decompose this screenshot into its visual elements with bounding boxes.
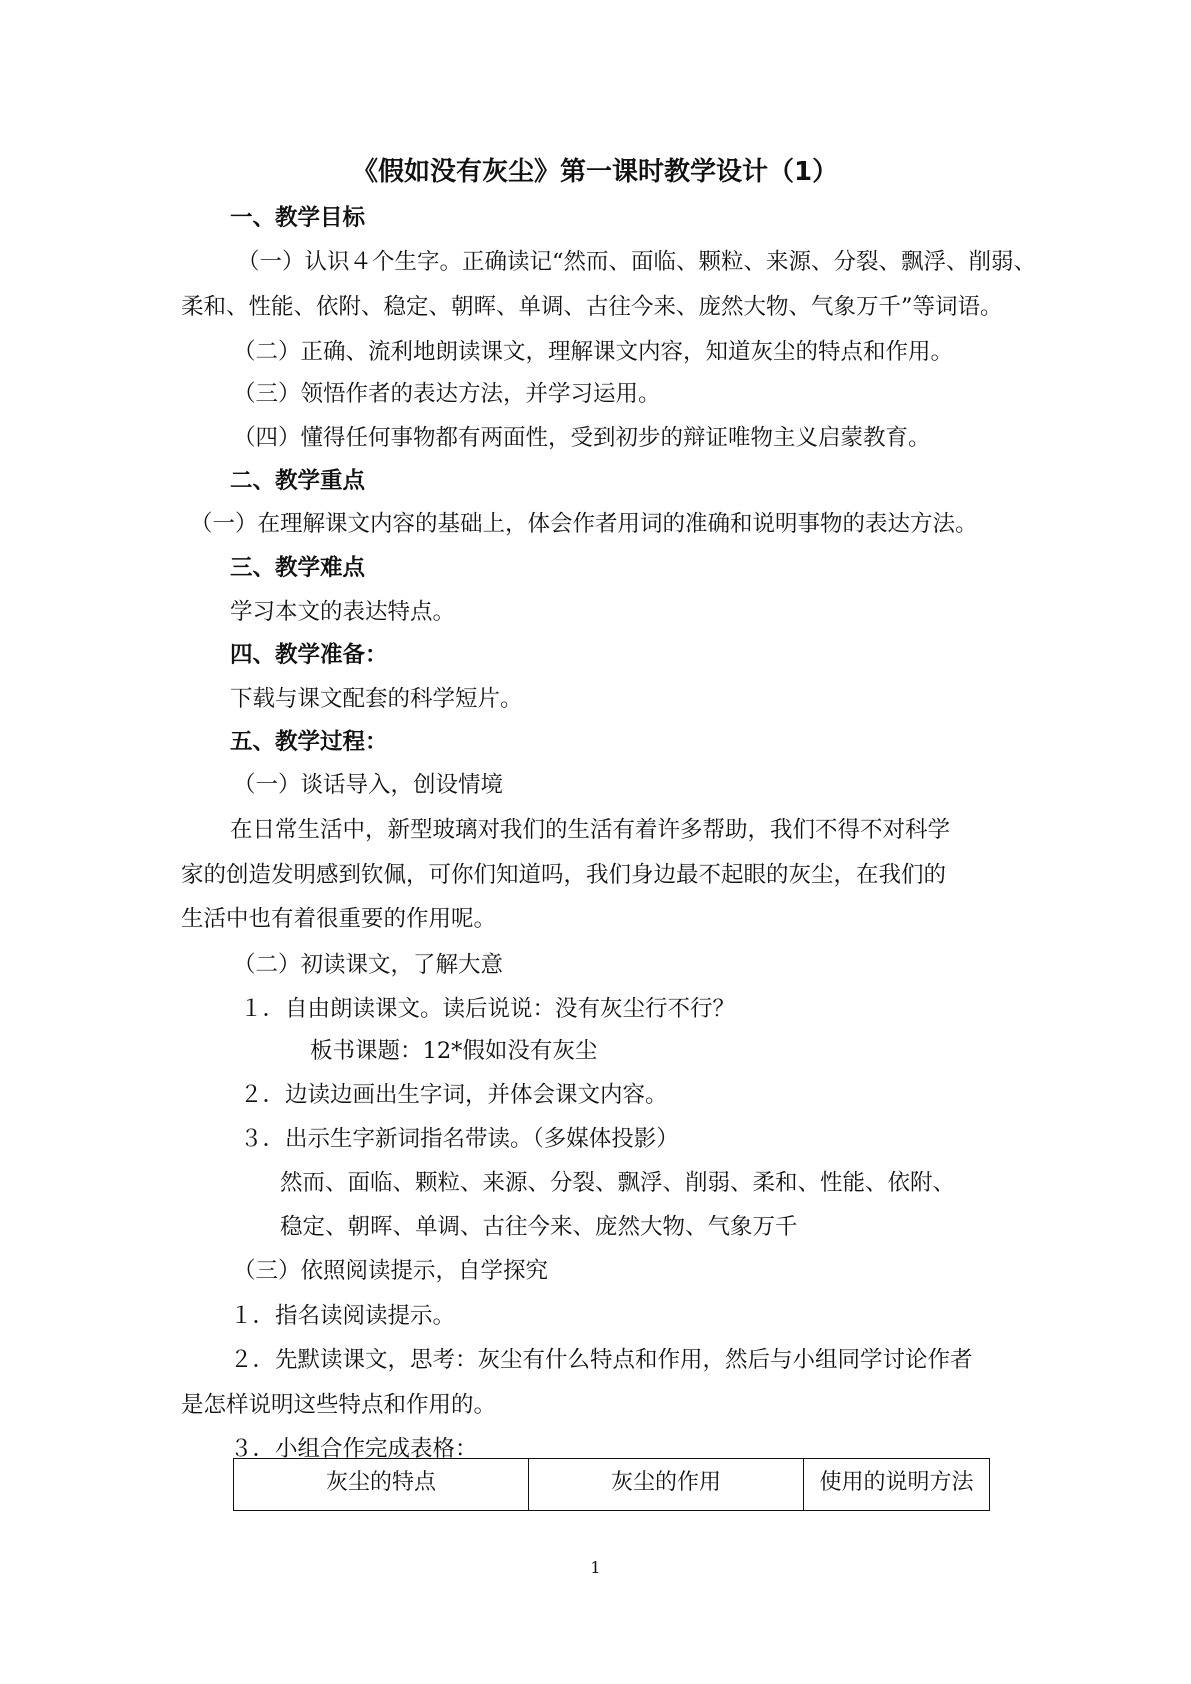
key-point-1: （一）在理解课文内容的基础上，体会作者用词的准确和说明事物的表达方法。: [190, 511, 978, 537]
step-2-title: （二）初读课文，了解大意: [233, 952, 504, 978]
goal-3: （三）领悟作者的表达方法，并学习运用。: [233, 381, 661, 407]
step-3-item-2-line-1: ２．先默读课文，思考：灰尘有什么特点和作用，然后与小组同学讨论作者: [230, 1347, 973, 1373]
document-title: 《假如没有灰尘》第一课时教学设计（1）: [352, 157, 839, 187]
goal-4: （四）懂得任何事物都有两面性，受到初步的辩证唯物主义启蒙教育。: [233, 425, 931, 451]
step-1-paragraph-line-3: 生活中也有着很重要的作用呢。: [181, 906, 497, 932]
step-3-item-2-line-2: 是怎样说明这些特点和作用的。: [181, 1392, 497, 1418]
table-header-row: [234, 1459, 990, 1511]
table-header-cell: 灰尘的作用: [529, 1459, 804, 1511]
step-1-paragraph-line-1: 在日常生活中，新型玻璃对我们的生活有着许多帮助，我们不得不对科学: [230, 817, 951, 843]
key-points-heading: 二、教学重点: [230, 468, 366, 494]
worksheet-table: [233, 1458, 990, 1511]
preparation-heading: 四、教学准备：: [230, 642, 388, 668]
step-1-title: （一）谈话导入，创设情境: [233, 772, 504, 798]
step-2-words-line-2: 稳定、朝晖、单调、古往今来、庞然大物、气象万千: [280, 1214, 798, 1240]
page-number: 1: [590, 1558, 601, 1577]
goal-1-line-1: （一）认识４个生字。正确读记“然而、面临、颗粒、来源、分裂、飘浮、削弱、: [237, 249, 1037, 275]
table-header-cell: 灰尘的特点: [234, 1459, 529, 1511]
step-3-item-3: ３．小组合作完成表格：: [230, 1436, 478, 1462]
difficulty-heading: 三、教学难点: [230, 555, 366, 581]
goals-heading: 一、教学目标: [230, 205, 366, 231]
step-2-item-1: １．自由朗读课文。读后说说：没有灰尘行不行？: [240, 996, 736, 1022]
step-3-item-1: １．指名读阅读提示。: [230, 1303, 456, 1329]
goal-2: （二）正确、流利地朗读课文，理解课文内容，知道灰尘的特点和作用。: [233, 339, 954, 365]
step-3-title: （三）依照阅读提示，自学探究: [233, 1258, 549, 1284]
process-heading: 五、教学过程：: [230, 729, 388, 755]
preparation-text: 下载与课文配套的科学短片。: [230, 686, 523, 712]
goal-1-line-2: 柔和、性能、依附、稳定、朝晖、单调、古往今来、庞然大物、气象万千”等词语。: [181, 294, 1003, 320]
difficulty-text: 学习本文的表达特点。: [230, 599, 456, 625]
step-2-item-3: ３．出示生字新词指名带读。（多媒体投影）: [240, 1126, 679, 1152]
step-2-words-line-1: 然而、面临、颗粒、来源、分裂、飘浮、削弱、柔和、性能、依附、: [280, 1170, 956, 1196]
step-2-board-title: 板书课题：12*假如没有灰尘: [310, 1038, 598, 1064]
table-header-cell: 使用的说明方法: [804, 1459, 990, 1511]
step-1-paragraph-line-2: 家的创造发明感到钦佩，可你们知道吗，我们身边最不起眼的灰尘，在我们的: [181, 862, 947, 888]
step-2-item-2: ２．边读边画出生字词，并体会课文内容。: [240, 1082, 668, 1108]
